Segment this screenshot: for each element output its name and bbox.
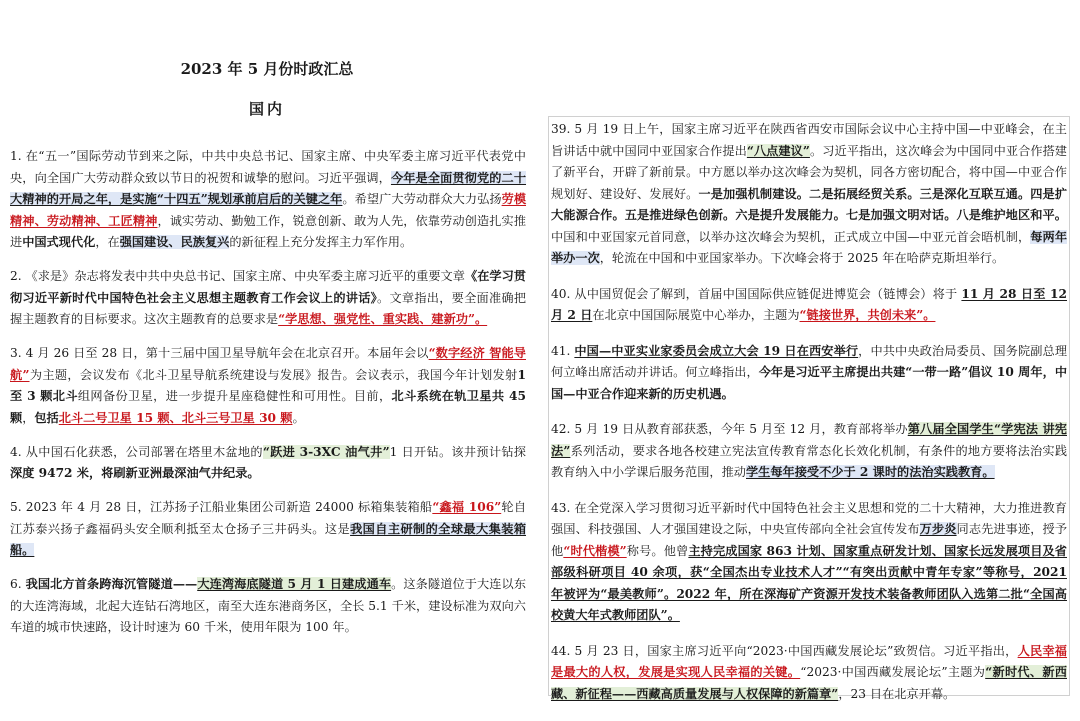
news-text-segment: 主持完成国家 863 计划、国家重点研发计划、国家长远发展项目及省部级科研项目 40 余项，获“全国杰出专业技术人才”“有突出贡献中青年专家”等称号，2021 年被评为“最美教师”。2022 年，所在深海矿产资源开发技术装备教师团队入选第二批“全国高校黄大年式教师团队”。: [551, 543, 1067, 622]
news-item-p39: [551, 119, 1067, 270]
news-text-segment: 40. 从中国贸促会了解到，首届中国国际供应链促进博览会（链博会）将于: [551, 286, 962, 301]
news-text-segment: ，轮流在中国和中亚国家举办。下次峰会将于 2025 年在哈萨克斯坦举行。: [599, 251, 1005, 265]
news-text-segment: “新时代、新西藏、新征程——西藏高质量发展与人权保障的新篇章”: [551, 665, 1067, 701]
news-text-segment: 。习近平指出，这次峰会为中国同中亚合作搭建了新平台，开辟了新前景。中方愿以举办这次峰会为契机，同各方密切配合，将中国—中亚合作规划好、建设好、发展好。: [551, 143, 1067, 201]
news-text-segment: 同志先进事迹，授予他: [551, 522, 1068, 558]
news-text-segment: 我国自主研制的全球最大集装箱船。: [10, 521, 527, 557]
news-text-segment: 系列活动，要求各地各校建立宪法宣传教育常态化长效化机制，有条件的地方要将法治实践教育纳入中小学课后服务范围，推动: [551, 443, 1068, 479]
news-item-p4: [10, 442, 526, 485]
news-text-segment: 1. 在“五一”国际劳动节到来之际，中共中央总书记、国家主席、中央军委主席习近平代表党中央，向全国广大劳动群众致以节日的祝贺和诚挚的慰问。习近平强调，: [10, 149, 526, 185]
news-text-segment: “链接世界，共创未来”。: [799, 308, 936, 322]
news-text-segment: 称号。他曾: [626, 543, 689, 558]
news-text-segment: ，: [22, 410, 35, 425]
news-text-segment: 1 日开钻。该井预计钻探: [389, 444, 526, 459]
news-text-segment: 今年是全面贯彻党的二十大精神的开局之年，是实施“十四五”规划承前启后的关键之年: [10, 170, 527, 206]
news-text-segment: “时代楷模”: [563, 543, 627, 558]
news-text-segment: 2. 《求是》杂志将发表中共中央总书记、国家主席、中央军委主席习近平的重要文章: [10, 269, 465, 283]
news-item-p3: [10, 343, 526, 429]
news-item-p5: [10, 497, 526, 562]
news-text-segment: “数字经济 智能导航”: [10, 346, 526, 382]
news-item-p43: [551, 498, 1067, 627]
news-text-segment: 万步炎: [919, 522, 957, 536]
news-text-segment: 中国式现代化: [22, 235, 96, 249]
news-text-segment: ，中共中央政治局委员、国务院副总理何立峰出席活动并讲话。何立峰指出，: [551, 343, 1068, 379]
news-item-p1: [10, 146, 526, 254]
news-item-p41: [551, 341, 1067, 406]
news-item-p2: [10, 266, 526, 331]
news-text-segment: 。这条隧道位于大连以东的大连湾海域，北起大连钻石湾地区，南至大连东港商务区，全长 5.1 千米，建设标准为双向六车道的城市快速路，设计时速为 60 千米，使用年限为 100 年。: [10, 577, 527, 634]
news-text-segment: 。希望广大劳动群众大力弘扬: [342, 192, 502, 206]
news-item-p40: [551, 284, 1067, 327]
news-text-segment: 学生每年接受不少于 2 课时的法治实践教育。: [746, 465, 995, 479]
news-text-segment: ，23 日在北京开幕。: [838, 686, 956, 701]
news-text-segment: “鑫福 106”: [432, 500, 502, 514]
news-text-segment: 北斗系统在轨卫星共 45 颗: [10, 389, 527, 425]
news-text-segment: 11 月 28 日至 12 月 2 日: [551, 286, 1067, 322]
news-text-segment: 1 至 3 颗北斗: [10, 367, 526, 403]
news-text-segment: 44. 5 月 23 日，国家主席习近平向“2023·中国西藏发展论坛”致贺信。习近平指出，: [551, 643, 1018, 658]
news-text-segment: 人民幸福是最大的人权，发展是实现人民幸福的关键。: [551, 643, 1067, 679]
news-text-segment: 41.: [551, 343, 575, 358]
news-text-segment: ，在: [95, 235, 120, 249]
news-text-segment: 一是加强机制建设。二是拓展经贸关系。三是深化互联互通。四是扩大能源合作。五是推进绿色创新。六是提升发展能力。七是加强文明对话。八是维护地区和平。: [551, 186, 1068, 222]
news-text-segment: 4. 从中国石化获悉，公司部署在塔里木盆地的: [10, 444, 263, 459]
news-text-segment: ，诚实劳动、勤勉工作，锐意创新、敢为人先，依靠劳动创造扎实推进: [10, 213, 527, 249]
news-text-segment: 42. 5 月 19 日从教育部获悉，今年 5 月至 12 月，教育部将举办: [551, 422, 908, 436]
news-text-segment: 今年是习近平主席提出共建“一带一路”倡议 10 周年，中国—中亚合作迎来新的历史机遇。: [551, 365, 1068, 401]
news-text-segment: 大连湾海底隧道 5 月 1 日建成通车: [197, 577, 392, 591]
document-title: 2023 年 5 月份时政汇总: [180, 60, 354, 78]
news-text-segment: 北斗二号卫星 15 颗、北斗三号卫星 30 颗: [58, 410, 293, 425]
news-item-p6: [10, 574, 526, 639]
news-text-segment: 第八届全国学生“学宪法 讲宪法”: [551, 422, 1067, 458]
news-text-segment: 每两年举办一次: [551, 229, 1068, 265]
news-text-segment: 强国建设、民族复兴: [119, 235, 230, 249]
section-heading: 国内: [248, 100, 285, 118]
news-text-segment: “2023·中国西藏发展论坛”主题为: [800, 665, 986, 679]
news-text-segment: “跃进 3-3XC 油气井”: [262, 444, 390, 459]
news-text-segment: 。: [292, 410, 305, 425]
news-text-segment: 5. 2023 年 4 月 28 日，江苏扬子江船业集团公司新造 24000 标箱集装箱船: [10, 500, 433, 514]
right-column: [548, 116, 1070, 701]
news-text-segment: 在北京中国国际展览中心举办，主题为: [592, 308, 800, 322]
news-item-p42: [551, 419, 1067, 484]
news-item-p44: [551, 641, 1067, 706]
news-text-segment: 中国—中亚实业家委员会成立大会 19 日在西安举行: [574, 343, 859, 358]
news-text-segment: 43. 在全党深入学习贯彻习近平新时代中国特色社会主义思想和党的二十大精神，大力推进教育强国、科技强国、人才强国建设之际，中央宣传部向全社会宣传发布: [551, 500, 1067, 536]
news-text-segment: “学思想、强党性、重实践、建新功”。: [278, 312, 488, 326]
news-text-segment: 39. 5 月 19 日上午，国家主席习近平在陕西省西安市国际会议中心主持中国—中亚峰会，在主旨讲话中就中国同中亚国家合作提出: [551, 122, 1067, 158]
news-text-segment: 劳模精神、劳动精神、工匠精神: [10, 192, 527, 228]
news-text-segment: 3. 4 月 26 日至 28 日，第十三届中国卫星导航年会在北京召开。本届年会以: [10, 346, 429, 360]
news-text-segment: 包括: [34, 410, 59, 425]
news-text-segment: 组网备份卫星，进一步提升星座稳健性和可用性。目前，: [77, 389, 392, 403]
news-text-segment: 的新征程上充分发挥主力军作用。: [229, 235, 413, 249]
news-text-segment: 为主题，会议发布《北斗卫星导航系统建设与发展》报告。会议表示，我国今年计划发射: [29, 367, 518, 382]
left-column: [10, 146, 526, 651]
news-text-segment: 轮自江苏泰兴扬子鑫福码头安全顺利抵至太仓扬子三井码头。这是: [10, 500, 527, 536]
news-text-segment: 深度 9472 米，将刷新亚洲最深油气井纪录。: [10, 466, 260, 480]
news-text-segment: “八点建议”: [746, 143, 810, 158]
news-text-segment: 《在学习贯彻习近平新时代中国特色社会主义思想主题教育工作会议上的讲话》: [10, 269, 526, 305]
news-text-segment: 中国和中亚国家元首同意，以举办这次峰会为契机，正式成立中国—中亚元首会晤机制，: [551, 229, 1031, 244]
news-text-segment: 6.: [10, 577, 26, 591]
news-text-segment: 我国北方首条跨海沉管隧道——: [25, 577, 198, 591]
news-text-segment: 。文章指出，要全面准确把握主题教育的目标要求。这次主题教育的总要求是: [10, 290, 527, 326]
